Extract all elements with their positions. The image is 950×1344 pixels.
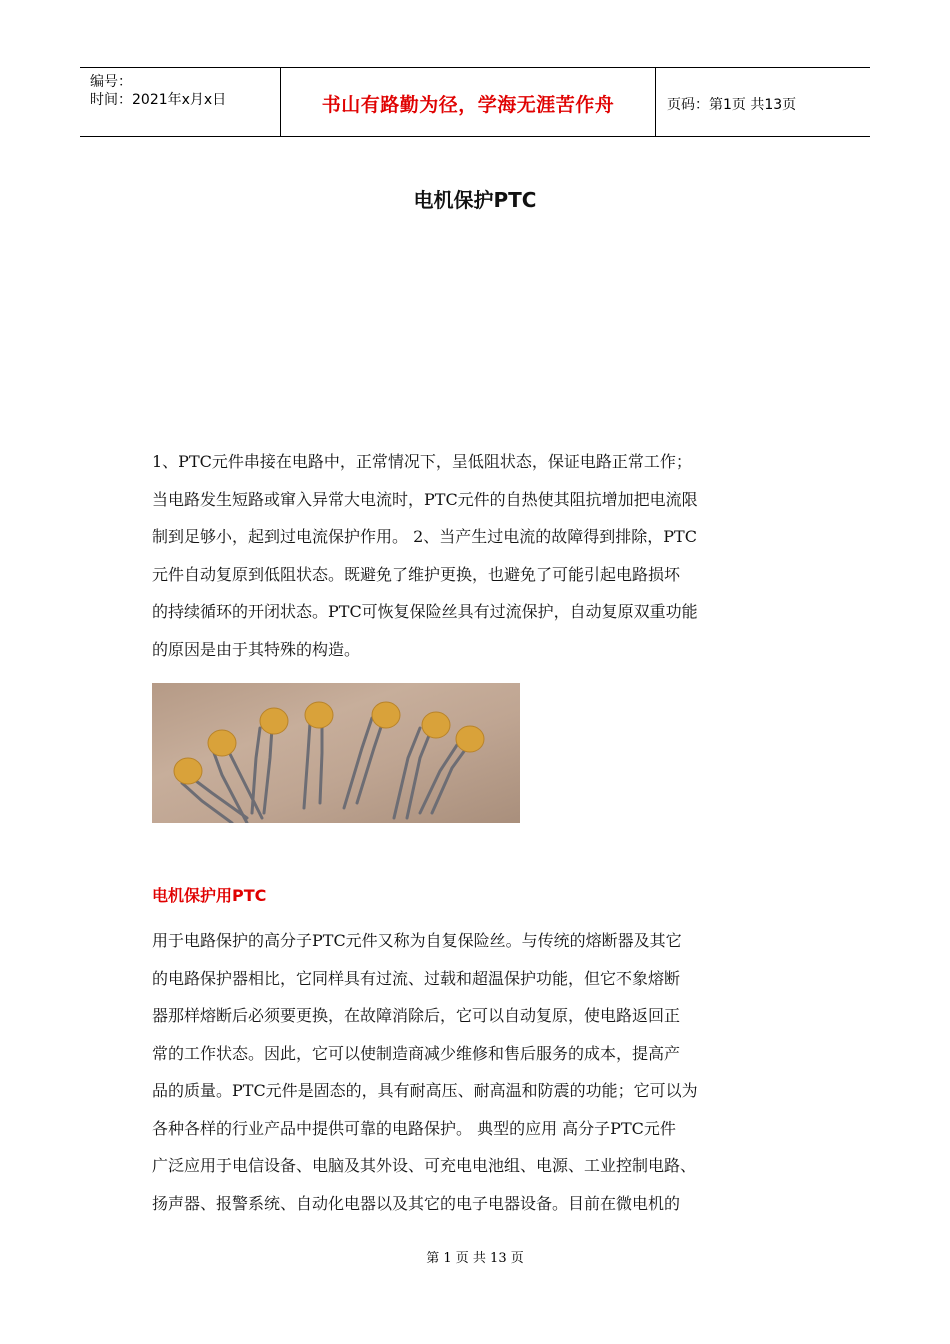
text-line: 的持续循环的开闭状态。PTC可恢复保险丝具有过流保护，自动复原双重功能 bbox=[152, 602, 698, 621]
page-footer: 第 1 页 共 13 页 bbox=[426, 1251, 524, 1266]
text-line: 器那样熔断后必须要更换，在故障消除后，它可以自动复原，使电路返回正 bbox=[152, 1006, 681, 1025]
document-title: 电机保护PTC bbox=[413, 188, 537, 212]
motto-text: 书山有路勤为径，学海无涯苦作舟 bbox=[321, 94, 615, 116]
ptc-components-illustration bbox=[152, 683, 520, 823]
number-label: 编号： bbox=[90, 74, 132, 90]
text-line: 元件自动复原到低阻状态。既避免了维护更换，也避免了可能引起电路损坏 bbox=[152, 564, 681, 584]
paragraph-1 bbox=[152, 443, 812, 668]
text-line: 1、PTC元件串接在电路中，正常情况下，呈低阻状态，保证电路正常工作； bbox=[152, 452, 692, 471]
ptc-components-photo bbox=[152, 683, 520, 823]
text-line: 制到足够小，起到过电流保护作用。 2、当产生过电流的故障得到排除，PTC bbox=[152, 527, 697, 546]
text-line: 扬声器、报警系统、自动化电器以及其它的电子电器设备。目前在微电机的 bbox=[152, 1193, 681, 1213]
text-line: 常的工作状态。因此，它可以使制造商减少维修和售后服务的成本，提高产 bbox=[152, 1043, 681, 1063]
header-table bbox=[80, 67, 870, 137]
text-line: 用于电路保护的高分子PTC元件又称为自复保险丝。与传统的熔断器及其它 bbox=[152, 931, 682, 950]
time-label: 时间：2021年x月x日 bbox=[90, 92, 227, 108]
header-motto-cell bbox=[280, 68, 656, 136]
page-info: 页码：第1页 共13页 bbox=[667, 97, 797, 113]
header-page-cell bbox=[655, 68, 870, 136]
text-line: 的电路保护器相比，它同样具有过流、过载和超温保护功能，但它不象熔断 bbox=[152, 968, 681, 988]
text-line: 品的质量。PTC元件是固态的，具有耐高压、耐高温和防震的功能；它可以为 bbox=[152, 1081, 698, 1100]
header-meta-cell bbox=[80, 68, 280, 136]
section-heading: 电机保护用PTC bbox=[152, 886, 267, 905]
text-line: 广泛应用于电信设备、电脑及其外设、可充电电池组、电源、工业控制电路、 bbox=[152, 1156, 697, 1175]
text-line: 的原因是由于其特殊的构造。 bbox=[152, 639, 361, 659]
paragraph-2 bbox=[152, 922, 812, 1222]
text-line: 各种各样的行业产品中提供可靠的电路保护。 典型的应用 高分子PTC元件 bbox=[152, 1118, 676, 1138]
text-line: 当电路发生短路或窜入异常大电流时，PTC元件的自热使其阻抗增加把电流限 bbox=[152, 489, 698, 509]
